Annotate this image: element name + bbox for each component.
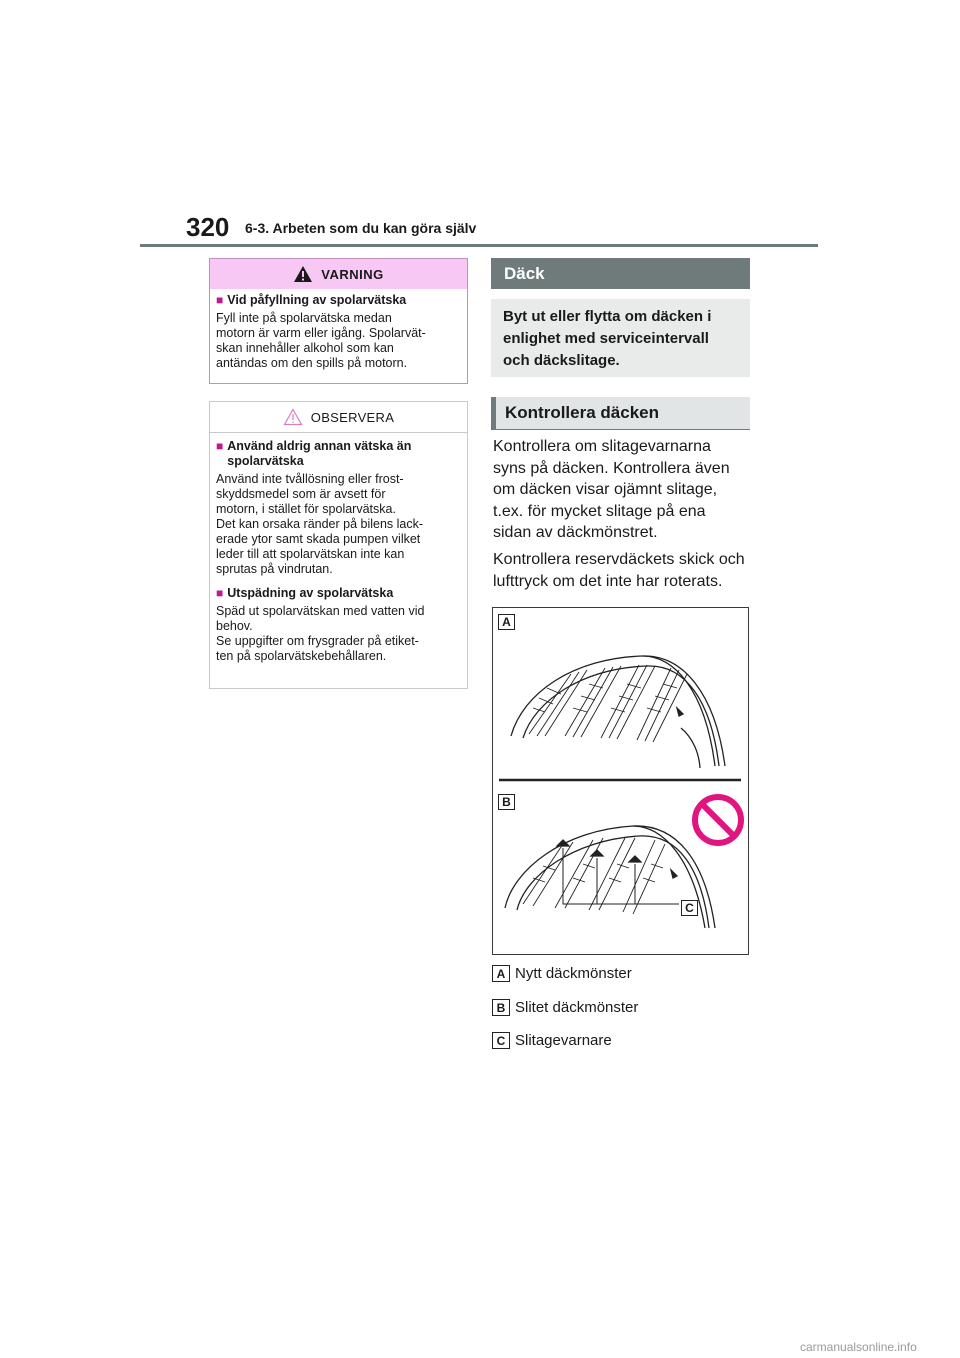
bullet-square-icon: ■ xyxy=(216,439,224,453)
heading-dack: Däck xyxy=(491,258,750,289)
body-paragraph: Kontrollera reservdäckets skick och lufttryck om det inte har roterats. xyxy=(493,551,745,590)
legend-text: Slitagevarnare xyxy=(515,1032,612,1049)
section-title: 6-3. Arbeten som du kan göra själv xyxy=(245,220,477,236)
notice-header xyxy=(210,402,467,433)
legend-item xyxy=(492,965,632,982)
legend-text: Slitet däckmönster xyxy=(515,999,639,1016)
legend-item xyxy=(492,1032,612,1049)
bullet-square-icon: ■ xyxy=(216,293,224,307)
figure-tag-b: B xyxy=(498,794,515,810)
caution-triangle-icon xyxy=(283,408,303,426)
figure-tag-a: A xyxy=(498,614,515,630)
warning-item-title: ■ Vid påfyllning av spolarvätska xyxy=(216,293,407,307)
notice-item-text: Använd inte tvållösning eller frost- skyddsmedel som är avsett för motorn, i stället för spolarvätska. Det kan orsaka ränder på bilens lack- erade ytor samt skada pumpen vilket leder till att spolarvätskan inte kan sprutas på vindrutan. xyxy=(216,472,424,576)
legend-tag: B xyxy=(492,999,510,1016)
intro-box: Byt ut eller flytta om däcken i enlighet med serviceintervall och däckslitage. xyxy=(491,299,750,377)
warning-item-text: Fyll inte på spolarvätska medan motorn är varm eller igång. Spolarvät- skan innehåller alkohol som kan antändas om den spills på motorn. xyxy=(216,311,426,370)
notice-item-text: Späd ut spolarvätskan med vatten vid behov. Se uppgifter om frysgrader på etiket- ten på spolarvätskebehållaren. xyxy=(216,604,425,663)
tire-illustration xyxy=(493,608,748,954)
tire-tread-figure xyxy=(492,607,749,955)
header-rule xyxy=(140,244,818,247)
new-tread-tire xyxy=(511,656,725,768)
notice-item-title: ■ Utspädning av spolarvätska xyxy=(216,586,394,600)
warning-triangle-icon xyxy=(293,265,313,283)
legend-text: Nytt däckmönster xyxy=(515,965,632,982)
legend-tag: A xyxy=(492,965,510,982)
watermark: carmanualsonline.info xyxy=(800,1340,917,1354)
warning-box xyxy=(209,258,468,384)
legend-item xyxy=(492,999,638,1016)
prohibited-icon xyxy=(695,797,741,843)
warning-header xyxy=(210,259,467,289)
figure-tag-c: C xyxy=(681,900,698,916)
page-number: 320 xyxy=(186,212,230,242)
notice-label: OBSERVERA xyxy=(310,409,395,425)
subheading-kontrollera: Kontrollera däcken xyxy=(491,397,750,430)
legend-tag: C xyxy=(492,1032,510,1049)
notice-item-title: ■ Använd aldrig annan vätska än spolarvätska xyxy=(216,439,412,468)
body-paragraph: Kontrollera om slitagevarnarna syns på däcken. Kontrollera även om däcken visar ojämnt slitage, t.ex. för mycket slitage på ena sidan av däckmönstret. xyxy=(493,438,730,541)
warning-label: VARNING xyxy=(321,266,384,282)
bullet-square-icon: ■ xyxy=(216,586,224,600)
notice-box xyxy=(209,401,468,689)
